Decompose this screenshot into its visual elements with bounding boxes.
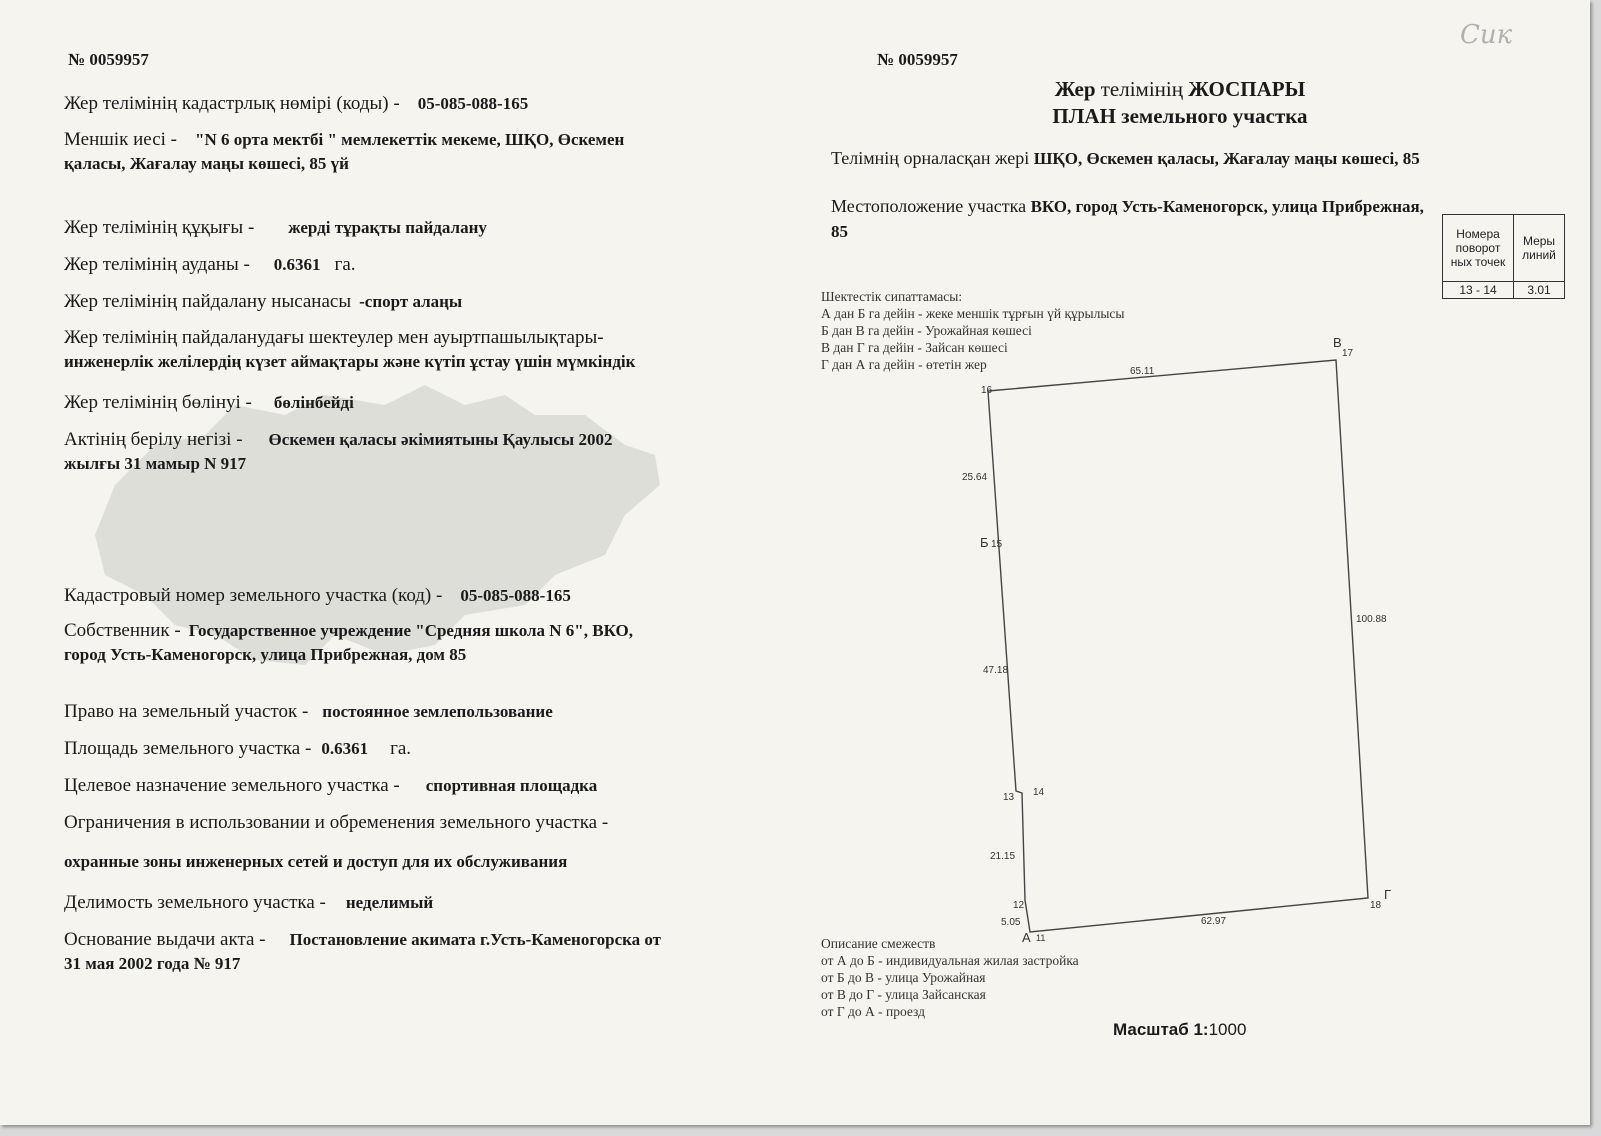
plan-title: Жер телімінің ЖОСПАРЫ ПЛАН земельного участка [1052,77,1308,128]
kk-land-restrictions: Жер телімінің пайдаланудағы шектеулер мен ауыртпашылықтары- инженерлік желілердің күзет аймақтары және күтіп ұстау үшін мүмкіндік [64,327,636,371]
right-document-number: № 0059957 [877,50,958,69]
handwritten-mark: Сик [1460,20,1513,50]
kk-land-right: Жер телімінің құқығы - жерді тұрақты пайдалану [64,217,487,238]
ru-cadastral-number: Кадастровый номер земельного участка (код) - 05-085-088-165 [64,585,571,606]
kk-land-purpose: Жер телімінің пайдалану нысанасы -спорт алаңы [64,291,463,312]
plan-point-label: 18 [1370,900,1382,911]
plan-length-label: 100.88 [1356,614,1387,625]
boundary-description-kk: Шектестік сипаттамасы: А дан Б га дейін - жеке меншік тұрғын үй құрылысы Б дан В га дейін - Урожайная көшесі В дан Г га дейін - Зайсан көшесі Г дан А га дейін - өтетін жер [821,289,1125,372]
plan-length-label: 21.15 [990,851,1016,862]
plan-corner-label: Г [1384,887,1392,902]
ru-owner: Собственник - Государственное учреждение "Средняя школа N 6", ВКО, город Усть-Каменогорск, улица Прибрежная, дом 85 [64,620,633,664]
plot-boundary [988,360,1368,932]
table-cell-points: 13 - 14 [1443,282,1514,299]
map-scale: Масштаб 1:1000 [1113,1020,1247,1039]
ru-act-basis: Основание выдачи акта - Постановление акимата г.Усть-Каменогорска от 31 мая 2002 года № 917 [64,929,662,973]
kk-land-divisibility: Жер телімінің бөлінуі - бөлінбейді [64,392,354,413]
plan-length-label: 65.11 [1130,366,1155,377]
left-document-number: № 0059957 [68,50,149,69]
plan-point-label: 16 [981,385,993,396]
ru-land-restrictions: Ограничения в использовании и обременения земельного участка - охранные зоны инженерных сетей и доступ для их обслуживания [64,812,609,871]
ru-land-divisibility: Делимость земельного участка - неделимый [64,892,434,913]
kk-cadastral-number: Жер телімінің кадастрлық нөмірі (коды) - 05-085-088-165 [64,93,529,114]
table-header-points: Номера поворот ных точек [1443,215,1514,282]
table-header-lengths: Меры линий [1514,215,1565,282]
plan-length-label: 5.05 [1001,917,1021,928]
table-cell-length: 3.01 [1514,282,1565,299]
location-kk: Телімнің орналасқан жері ШҚО, Өскемен қаласы, Жағалау маңы көшесі, 85 [831,148,1420,168]
ru-land-purpose: Целевое назначение земельного участка - спортивная площадка [64,775,598,796]
plan-point-label: 11 [1036,933,1046,943]
location-ru: Местоположение участка ВКО, город Усть-Каменогорск, улица Прибрежная, 85 [831,196,1424,241]
ru-land-right: Право на земельный участок - постоянное землепользование [64,701,553,722]
kk-act-basis: Актінің берілу негізі - Өскемен қаласы әкімиятыны Қаулысы 2002 жылғы 31 мамыр N 917 [64,429,613,473]
plan-length-label: 47.18 [983,665,1009,676]
plan-point-label: 13 [1003,792,1015,803]
plan-point-label: 17 [1342,348,1354,359]
kk-land-area: Жер телімінің ауданы - 0.6361 га. [64,254,356,275]
plan-length-label: 62.97 [1201,916,1227,927]
ru-land-area: Площадь земельного участка - 0.6361 га. [64,738,412,759]
plan-point-label: 15 [991,539,1003,550]
plan-corner-label: В [1333,335,1342,350]
plan-length-label: 25.64 [962,472,988,483]
plan-corner-label: А [1022,930,1031,945]
boundary-description-ru: Описание смежеств от А до Б - индивидуальная жилая застройка от Б до В - улица Урожайная от В до Г - улица Зайсанская от Г до А - проезд [821,936,1079,1019]
kk-owner: Меншік иесі - "N 6 орта мектбі " мемлекеттік мекеме, ШҚО, Өскемен қаласы, Жағалау маңы көшесі, 85 үй [64,129,625,173]
plan-corner-label: Б [980,535,989,550]
plan-point-label: 12 [1013,900,1025,911]
plan-point-label: 14 [1033,787,1045,798]
